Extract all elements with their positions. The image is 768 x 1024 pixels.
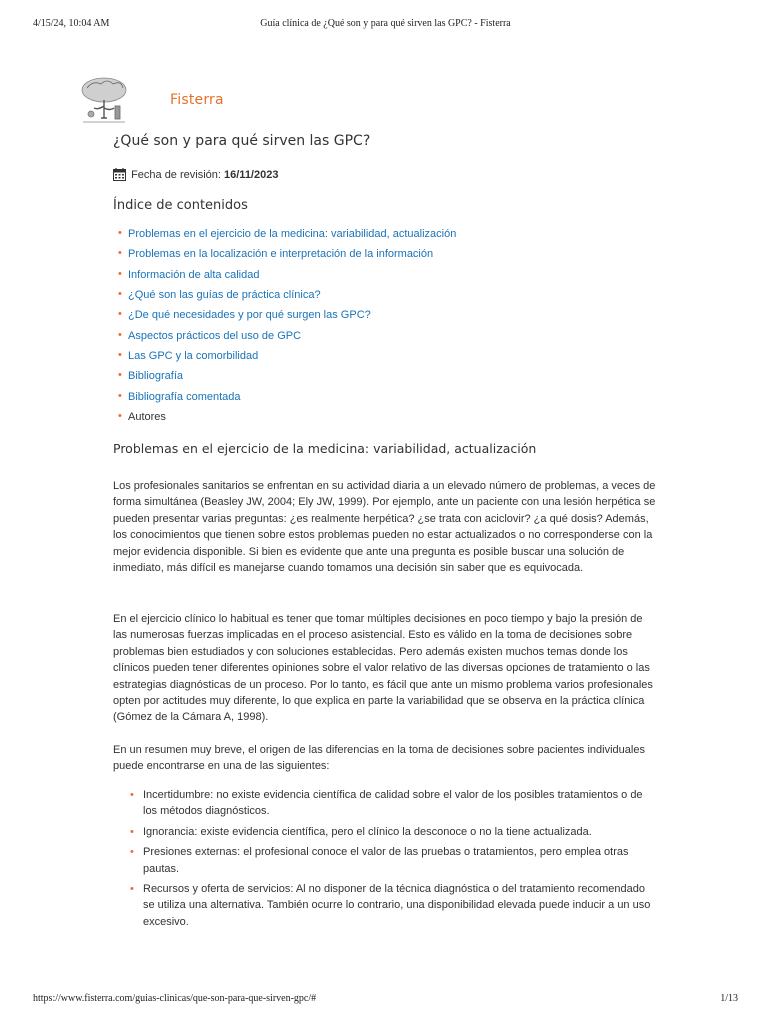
toc-item — [113, 288, 456, 308]
list-item-text: Incertidumbre: no existe evidencia científica de calidad sobre el valor de los posibles tratamientos o de los métodos diagnósticos. — [143, 789, 643, 818]
toc-item — [113, 268, 456, 288]
logo-text: Fisterra — [170, 92, 224, 108]
elsevier-tree-logo-icon — [77, 74, 131, 126]
list-item-text: Ignorancia: existe evidencia científica, pero el clínico la desconoce o no la tiene actualizada. — [143, 825, 592, 838]
paragraph: En un resumen muy breve, el origen de las diferencias en la toma de decisiones sobre pacientes individuales puede encontrarse en una de las siguientes: — [113, 744, 645, 773]
bullet: • — [118, 308, 122, 321]
toc-item — [113, 329, 456, 349]
print-url: https://www.fisterra.com/guias-clinicas/que-son-para-que-sirven-gpc/# — [33, 993, 317, 1004]
bullet: • — [130, 846, 134, 859]
review-date-line — [113, 168, 278, 181]
list-item-text: Recursos y oferta de servicios: Al no disponer de la técnica diagnóstica o del tratamiento recomendado se utiliza una alternativa. También ocurre lo contrario, una disponibilidad elevada puede inducir a un uso excesivo. — [143, 883, 651, 928]
list-item — [130, 824, 658, 840]
bullet: • — [118, 369, 122, 382]
bullet: • — [118, 247, 122, 260]
toc-item — [113, 227, 456, 247]
toc-link-bibliografia-comentada[interactable]: Bibliografía comentada — [128, 390, 241, 403]
toc-link-que-son-guias[interactable]: ¿Qué son las guías de práctica clínica? — [128, 289, 321, 302]
toc-link-comorbilidad[interactable]: Las GPC y la comorbilidad — [128, 350, 259, 363]
site-logo[interactable] — [77, 74, 337, 126]
print-header — [33, 18, 738, 32]
page-title: ¿Qué son y para qué sirven las GPC? — [113, 133, 371, 149]
toc-link-bibliografia[interactable]: Bibliografía — [128, 370, 184, 383]
bullet: • — [118, 227, 122, 239]
bullet: • — [118, 328, 122, 341]
toc-item — [113, 369, 456, 389]
calendar-icon — [113, 168, 126, 181]
review-date: 16/11/2023 — [224, 169, 279, 181]
bullet: • — [118, 410, 122, 423]
bullet: • — [118, 267, 122, 280]
print-footer — [33, 993, 738, 1007]
print-datetime: 4/15/24, 10:04 AM — [33, 18, 110, 29]
toc-title: Índice de contenidos — [113, 198, 248, 213]
list-item — [130, 787, 658, 820]
toc-list — [113, 227, 456, 430]
toc-item — [113, 247, 456, 267]
bullet: • — [118, 349, 122, 362]
bullet: • — [118, 288, 122, 301]
toc-item — [113, 349, 456, 369]
print-doc-title: Guía clínica de ¿Qué son y para qué sirven las GPC? - Fisterra — [260, 18, 511, 29]
print-page-number: 1/13 — [720, 993, 738, 1004]
causes-list — [130, 787, 658, 934]
toc-item — [113, 308, 456, 328]
paragraph: Los profesionales sanitarios se enfrentan en su actividad diaria a un elevado número de problemas, a veces de forma simultánea (Beasley JW, 2004; Ely JW, 1999). Por ejemplo, ante un paciente con una lesión herpética se pueden presentar varias preguntas: ¿es realmente herpética? ¿se trata con aciclovir? ¿a qué dosis? Además, los conocimientos que tienen sobre estos problemas pueden no estar actualizados o no corresponderse con la mejor evidencia disponible. Si bien es evidente que ante una pregunta es posible buscar una solución de inmediato, más difícil es manejarse cuando tomamos una decisión sin saber que es equivocada. — [113, 480, 656, 575]
list-item — [130, 881, 658, 930]
toc-link-informacion-alta-calidad[interactable]: Información de alta calidad — [128, 268, 260, 281]
bullet: • — [130, 883, 134, 896]
toc-link-aspectos-practicos[interactable]: Aspectos prácticos del uso de GPC — [128, 329, 302, 342]
paragraph: En el ejercicio clínico lo habitual es tener que tomar múltiples decisiones en poco tiempo y bajo la presión de las numerosas fuerzas implicadas en el proceso asistencial. Esto es válido en la toma de decisiones sobre problemas bien estudiados y con soluciones establecidas. Pero además existen muchos temas donde los clínicos pueden tener diferentes opiniones sobre el valor relativo de las diversas opciones de tratamiento o las estrategias diagnósticas de un proceso. Por lo tanto, es fácil que ante un mismo problema varios profesionales opten por actitudes muy diferente, lo que explica en parte la variabilidad que se observa en la práctica clínica (Gómez de la Cámara A, 1998). — [113, 613, 653, 724]
review-label: Fecha de revisión: — [131, 169, 221, 181]
bullet: • — [130, 825, 134, 838]
list-item-text: Presiones externas: el profesional conoce el valor de las pruebas o tratamientos, pero emplea otras pautas. — [143, 846, 629, 875]
toc-link-necesidades[interactable]: ¿De qué necesidades y por qué surgen las GPC? — [128, 309, 371, 322]
toc-item-autores: Autores — [128, 411, 166, 424]
bullet: • — [118, 389, 122, 402]
list-item — [130, 844, 658, 877]
toc-item — [113, 410, 456, 430]
bullet: • — [130, 789, 134, 801]
toc-item — [113, 390, 456, 410]
section-title: Problemas en el ejercicio de la medicina: variabilidad, actualización — [113, 441, 537, 456]
toc-link-problemas-ejercicio[interactable]: Problemas en el ejercicio de la medicina: variabilidad, actualización — [128, 228, 457, 240]
toc-link-problemas-localizacion[interactable]: Problemas en la localización e interpretación de la información — [128, 248, 434, 261]
